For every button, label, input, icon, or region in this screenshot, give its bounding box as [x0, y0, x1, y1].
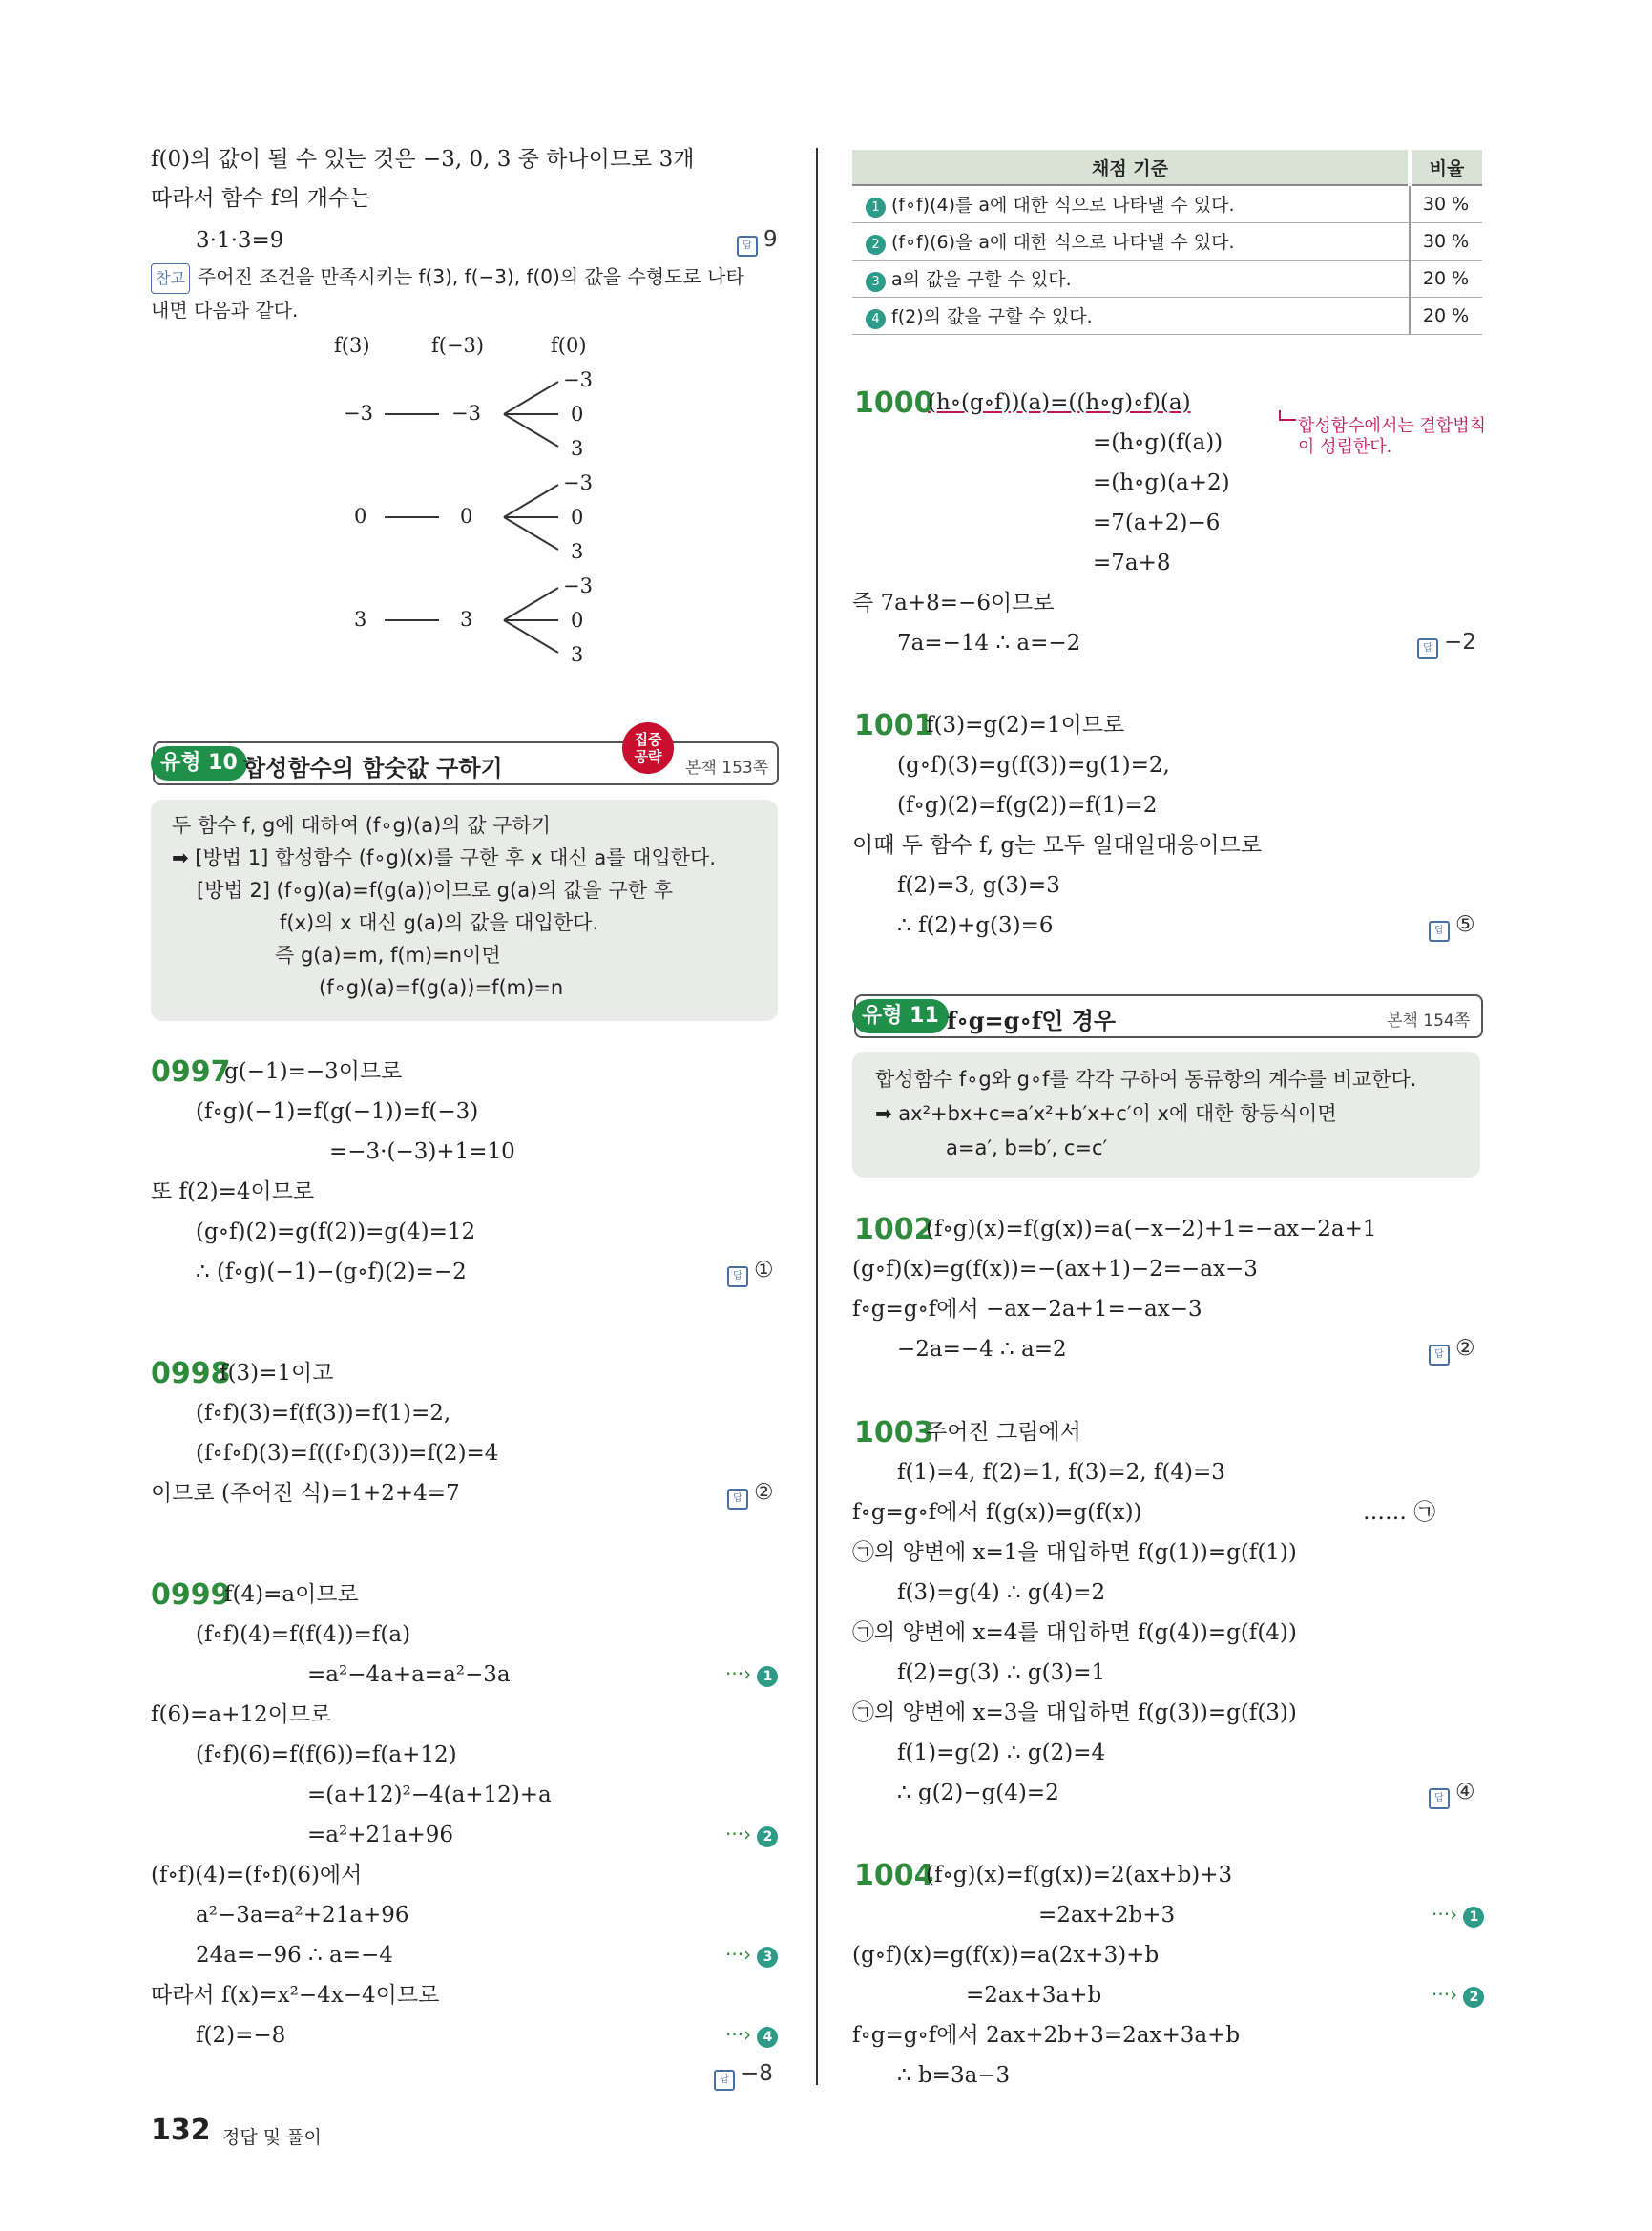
tree-header-1: f(3) [334, 334, 370, 357]
p1001-line-6: ∴ f(2)+g(3)=6 [897, 913, 1054, 938]
tree-c-2-2: 0 [571, 506, 584, 529]
p0998-line-3: (f∘f∘f)(3)=f((f∘f)(3))=f(2)=4 [196, 1441, 499, 1466]
p0999-line-10: 24a=−96 ∴ a=−4 [196, 1943, 393, 1968]
p1003-line-5: f(3)=g(4) ∴ g(4)=2 [897, 1580, 1106, 1605]
problem-number-1004: 1004 [854, 1859, 934, 1892]
step-marker-1004-1: ···› 1 [1432, 1903, 1484, 1928]
tree-c-2-3: 3 [571, 540, 584, 563]
p1004-line-1: (f∘g)(x)=f(g(x))=2(ax+b)+3 [926, 1863, 1233, 1887]
p0998-line-2: (f∘f)(3)=f(f(3))=f(1)=2, [196, 1401, 451, 1426]
tree-branches [0, 0, 821, 687]
p1000-line-6: 즉 7a+8=−6이므로 [852, 591, 1055, 615]
p1001-line-1: f(3)=g(2)=1이므로 [926, 713, 1125, 738]
p1001-line-4: 이때 두 함수 f, g는 모두 일대일대응이므로 [852, 833, 1263, 858]
type11-box-line-3: a=a′, b=b′, c=c′ [946, 1136, 1108, 1159]
p1004-line-3: (g∘f)(x)=g(f(x))=a(2x+3)+b [852, 1943, 1160, 1968]
note-pointer [1279, 410, 1298, 429]
step-marker-1004-2: ···› 2 [1432, 1983, 1484, 2008]
answer-0999: 답 −8 [714, 2061, 773, 2091]
tree-b-2: 0 [460, 505, 473, 528]
tree-c-1-3: 3 [571, 437, 584, 460]
p0999-line-5: (f∘f)(6)=f(f(6))=f(a+12) [196, 1742, 457, 1767]
answer-1001: 답 ⑤ [1429, 912, 1475, 942]
p1004-line-4: =2ax+3a+b [966, 1983, 1102, 2008]
answer-1002: 답 ② [1429, 1336, 1475, 1366]
type11-box-line-1: 합성함수 f∘g와 g∘f를 각각 구하여 동류항의 계수를 비교한다. [875, 1068, 1417, 1091]
problem-number-1003: 1003 [854, 1416, 934, 1449]
p0999-line-8: (f∘f)(4)=(f∘f)(6)에서 [151, 1863, 363, 1887]
p1002-line-2: (g∘f)(x)=g(f(x))=−(ax+1)−2=−ax−3 [852, 1257, 1258, 1282]
tree-b-1: −3 [451, 402, 481, 425]
scoring-table-header-ratio: 비율 [1410, 150, 1482, 185]
p1000-line-3: =(h∘g)(a+2) [1093, 470, 1230, 495]
problem-number-1001: 1001 [854, 709, 934, 742]
tree-header-2: f(−3) [431, 334, 485, 357]
intro-line-2: 따라서 함수 f의 개수는 [151, 186, 371, 211]
p1000-line-2: =(h∘g)(f(a)) [1093, 430, 1223, 455]
tree-b-3: 3 [460, 608, 473, 631]
p0999-line-7: =a²+21a+96 [307, 1823, 453, 1847]
type10-box [151, 800, 778, 1021]
answer-0997: 답 ① [727, 1258, 774, 1287]
step-marker-2: ···› 2 [725, 1823, 778, 1847]
p1004-line-2: =2ax+2b+3 [1038, 1903, 1176, 1928]
type11-badge: 유형 11 [852, 999, 949, 1033]
p1003-line-7: f(2)=g(3) ∴ g(3)=1 [897, 1660, 1106, 1685]
problem-number-0999: 0999 [151, 1578, 231, 1612]
answer-0998: 답 ② [727, 1480, 774, 1510]
p1003-line-3: f∘g=g∘f에서 f(g(x))=g(f(x)) [852, 1500, 1142, 1525]
p0999-line-3: =a²−4a+a=a²−3a [307, 1662, 511, 1687]
type10-title: 합성함수의 함숫값 구하기 [243, 755, 503, 782]
type10-box-line-2: ➡ [방법 1] 합성함수 (f∘g)(x)를 구한 후 x 대신 a를 대입한다. [172, 846, 716, 869]
type11-box [852, 1052, 1480, 1178]
note-line-1: 참고 주어진 조건을 만족시키는 f(3), f(−3), f(0)의 값을 수형도로 나타 [151, 262, 744, 294]
problem-number-0997: 0997 [151, 1055, 231, 1089]
intro-line-1: f(0)의 값이 될 수 있는 것은 −3, 0, 3 중 하나이므로 3개 [151, 147, 695, 172]
p1003-line-4: ㉠의 양변에 x=1을 대입하면 f(g(1))=g(f(1)) [852, 1540, 1297, 1565]
equation-mark: …… ㉠ [1363, 1500, 1436, 1525]
answer-icon: 답 [1429, 921, 1450, 942]
p1003-line-9: f(1)=g(2) ∴ g(2)=4 [897, 1741, 1106, 1765]
associativity-note: 합성함수에서는 결합법칙 이 성립한다. [1298, 416, 1486, 457]
type11-box-line-2: ➡ ax²+bx+c=a′x²+b′x+c′이 x에 대한 항등식이면 [875, 1102, 1337, 1125]
p0999-line-12: f(2)=−8 [196, 2023, 286, 2048]
answer-icon: 답 [737, 236, 758, 257]
answer-icon: 답 [1417, 638, 1438, 659]
focus-badge: 집중 공략 [622, 722, 674, 774]
column-divider [816, 148, 818, 2085]
p1003-line-2: f(1)=4, f(2)=1, f(3)=2, f(4)=3 [897, 1460, 1225, 1485]
table-row: 4 f(2)의 값을 구할 수 있다. 20 % [852, 298, 1482, 335]
note-tag: 참고 [151, 263, 190, 294]
scoring-table [852, 150, 1482, 335]
table-row: 2 (f∘f)(6)을 a에 대한 식으로 나타낼 수 있다. 30 % [852, 223, 1482, 261]
p0999-line-6: =(a+12)²−4(a+12)+a [307, 1783, 552, 1807]
p1002-line-3: f∘g=g∘f에서 −ax−2a+1=−ax−3 [852, 1297, 1202, 1322]
type10-box-line-3: [방법 2] (f∘g)(a)=f(g(a))이므로 g(a)의 값을 구한 후 [197, 879, 673, 902]
p0999-line-9: a²−3a=a²+21a+96 [196, 1903, 409, 1928]
table-row: 1 (f∘f)(4)를 a에 대한 식으로 나타낼 수 있다. 30 % [852, 185, 1482, 223]
p0997-line-5: (g∘f)(2)=g(f(2))=g(4)=12 [196, 1220, 476, 1244]
p1004-line-6: ∴ b=3a−3 [897, 2063, 1011, 2088]
page-number: 132 [151, 2114, 211, 2147]
tree-c-1-1: −3 [563, 368, 593, 391]
p0999-line-11: 따라서 f(x)=x²−4x−4이므로 [151, 1983, 440, 2008]
answer-1000: 답 −2 [1417, 630, 1476, 659]
p0997-line-4: 또 f(2)=4이므로 [151, 1179, 315, 1204]
type11-ref: 본책 154쪽 [1387, 1011, 1471, 1031]
p1001-line-5: f(2)=3, g(3)=3 [897, 873, 1060, 898]
problem-number-0998: 0998 [151, 1357, 231, 1390]
p1002-line-1: (f∘g)(x)=f(g(x))=a(−x−2)+1=−ax−2a+1 [926, 1217, 1377, 1241]
tree-a-1: −3 [344, 402, 373, 425]
page-label: 정답 및 풀이 [222, 2127, 322, 2148]
problem-number-1002: 1002 [854, 1213, 934, 1246]
p1000-line-4: =7(a+2)−6 [1093, 511, 1221, 535]
type10-box-line-4: f(x)의 x 대신 g(a)의 값을 대입한다. [280, 911, 599, 934]
p1003-line-6: ㉠의 양변에 x=4를 대입하면 f(g(4))=g(f(4)) [852, 1620, 1297, 1645]
answer-icon: 답 [727, 1489, 748, 1510]
p1000-line-7: 7a=−14 ∴ a=−2 [897, 631, 1081, 656]
answer-1003: 답 ④ [1429, 1780, 1475, 1809]
p1002-line-4: −2a=−4 ∴ a=2 [897, 1337, 1067, 1362]
p0999-line-4: f(6)=a+12이므로 [151, 1702, 332, 1727]
p0997-line-3: =−3·(−3)+1=10 [329, 1139, 515, 1164]
p0997-line-6: ∴ (f∘g)(−1)−(g∘f)(2)=−2 [196, 1260, 467, 1284]
p0997-line-2: (f∘g)(−1)=f(g(−1))=f(−3) [196, 1099, 479, 1124]
p1003-line-8: ㉠의 양변에 x=3을 대입하면 f(g(3))=g(f(3)) [852, 1700, 1297, 1725]
tree-c-3-1: −3 [563, 574, 593, 597]
tree-c-1-2: 0 [571, 403, 584, 426]
problem-number-1000: 1000 [854, 386, 934, 420]
p1001-line-3: (f∘g)(2)=f(g(2))=f(1)=2 [897, 793, 1158, 818]
tree-c-3-2: 0 [571, 609, 584, 632]
p1000-line-1: (h∘(g∘f))(a)=((h∘g)∘f)(a) [928, 390, 1191, 415]
type10-box-line-1: 두 함수 f, g에 대하여 (f∘g)(a)의 값 구하기 [172, 814, 552, 837]
p1003-line-1: 주어진 그림에서 [926, 1420, 1081, 1445]
tree-header-3: f(0) [551, 334, 587, 357]
type10-box-line-5: 즉 g(a)=m, f(m)=n이면 [275, 944, 501, 967]
answer-icon: 답 [727, 1266, 748, 1287]
note-line-2: 내면 다음과 같다. [151, 299, 299, 322]
type10-box-line-6: (f∘g)(a)=f(g(a))=f(m)=n [319, 976, 564, 999]
p1004-line-5: f∘g=g∘f에서 2ax+2b+3=2ax+3a+b [852, 2023, 1241, 2048]
p0999-line-1: f(4)=a이므로 [224, 1582, 359, 1607]
p1003-line-10: ∴ g(2)−g(4)=2 [897, 1781, 1059, 1805]
type10-ref: 본책 153쪽 [685, 759, 769, 778]
p1000-line-5: =7a+8 [1093, 551, 1171, 575]
step-marker-3: ···› 3 [725, 1943, 778, 1968]
table-row: 3 a의 값을 구할 수 있다. 20 % [852, 261, 1482, 298]
p1001-line-2: (g∘f)(3)=g(f(3))=g(1)=2, [897, 753, 1170, 778]
p0997-line-1: g(−1)=−3이므로 [224, 1059, 403, 1084]
p0998-line-4: 이므로 (주어진 식)=1+2+4=7 [151, 1481, 460, 1506]
step-marker-1: ···› 1 [725, 1662, 778, 1687]
tree-c-2-1: −3 [563, 471, 593, 494]
type10-badge: 유형 10 [151, 746, 247, 781]
p0999-line-2: (f∘f)(4)=f(f(4))=f(a) [196, 1622, 411, 1647]
step-marker-4: ···› 4 [725, 2023, 778, 2048]
answer-icon: 답 [1429, 1345, 1450, 1366]
intro-line-3: 3·1·3=9 [196, 228, 284, 253]
tree-a-2: 0 [354, 505, 367, 528]
answer-intro: 답 9 [737, 227, 778, 257]
p0998-line-1: f(3)=1이고 [220, 1361, 334, 1386]
scoring-table-header-criteria: 채점 기준 [852, 150, 1410, 185]
tree-c-3-3: 3 [571, 643, 584, 666]
answer-icon: 답 [1429, 1788, 1450, 1809]
tree-a-3: 3 [354, 608, 367, 631]
type11-title: f∘g=g∘f인 경우 [947, 1007, 1117, 1034]
answer-icon: 답 [714, 2070, 735, 2091]
